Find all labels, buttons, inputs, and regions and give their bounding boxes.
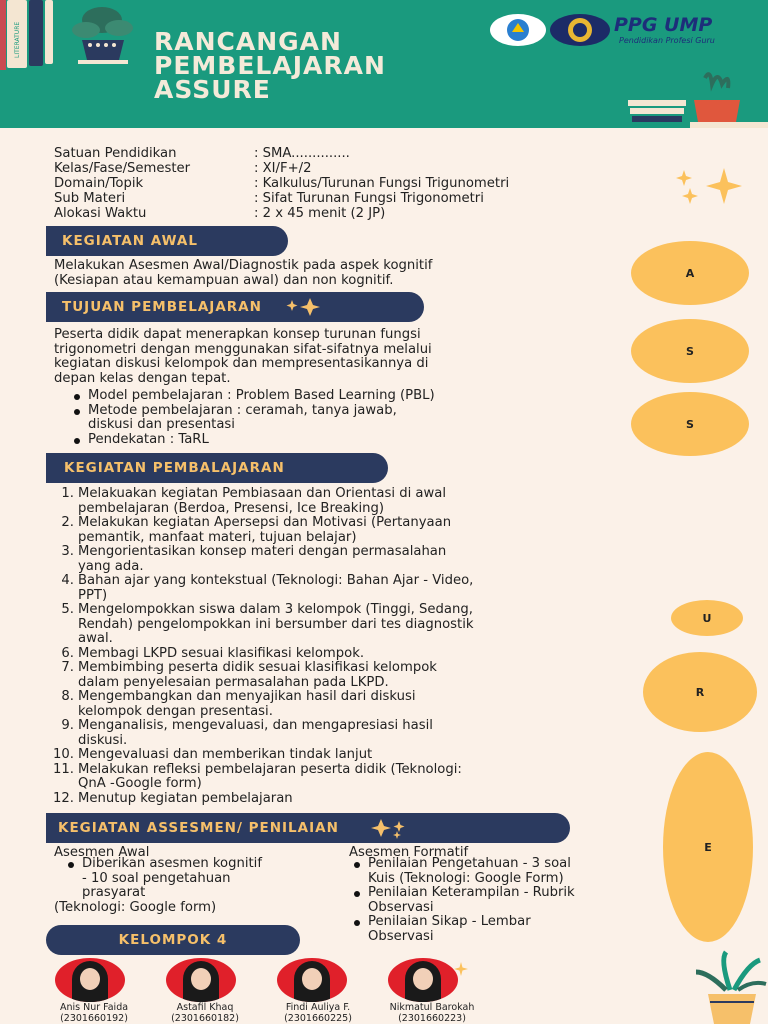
member-name: Findi Auliya F. (2301660225) [284, 1002, 352, 1024]
tujuan-bullets [70, 389, 435, 447]
section-tujuan-pembelajaran: TUJUAN PEMBELAJARAN [46, 292, 424, 322]
asesmen-awal-title: Asesmen Awal [54, 845, 150, 860]
avatar [55, 958, 125, 1002]
asesmen-formatif-bullets [350, 857, 575, 945]
page-title: RANCANGAN PEMBELAJARAN ASSURE [154, 27, 386, 104]
kegiatan-awal-text: Melakukan Asesmen Awal/Diagnostik pada aspek kognitif (Kesiapan atau kemampuan awal) dan non kognitif. [54, 258, 433, 288]
section-kegiatan-pembelajaran: KEGIATAN PEMBALAJARAN [46, 453, 388, 483]
logo-group [490, 14, 614, 46]
section-kelompok: KELOMPOK 4 [46, 925, 300, 955]
brand-subtitle: Pendidikan Profesi Guru [619, 36, 715, 45]
list-item: 11. Melakukan refleksi pembelajaran peserta didik (Teknologi: QnA -Google form) [53, 761, 462, 791]
member-name: Astafil Khaq (2301660182) [171, 1002, 239, 1024]
list-item: Diberikan asesmen kognitif - 10 soal pengetahuan prasyarat [64, 857, 262, 901]
info-row: Sub Materi : Sifat Turunan Fungsi Trigonometri [54, 191, 484, 206]
member-name: Anis Nur Faida (2301660192) [59, 1002, 129, 1024]
avatar [388, 958, 458, 1002]
section-kegiatan-awal: KEGIATAN AWAL [46, 226, 288, 256]
asesmen-awal-bullets [64, 857, 262, 901]
list-item: 4. Bahan ajar yang kontekstual (Teknologi: Bahan Ajar - Video, PPT) [61, 573, 474, 603]
sparkle-icon [280, 296, 326, 318]
assure-letter-u: U [671, 600, 743, 636]
member-name: Nikmatul Barokah (2301660223) [389, 1002, 475, 1024]
ump-logo [550, 14, 610, 46]
kemendikbud-logo [490, 14, 546, 46]
info-row: Domain/Topik : Kalkulus/Turunan Fungsi Trigunometri [54, 176, 510, 191]
book-label: LITERATURE [14, 21, 21, 58]
steps-list [46, 487, 626, 806]
asesmen-awal-note: (Teknologi: Google form) [54, 900, 217, 915]
list-item: 3. Mengorientasikan konsep materi dengan permasalahan yang ada. [61, 544, 447, 574]
list-item: 1. Melakuakan kegiatan Pembiasaan dan Orientasi di awal pembelajaran (Berdoa, Presensi, Ice Breaking) [61, 486, 447, 516]
info-row: Satuan Pendidikan : SMA.............. [54, 146, 350, 161]
list-item: 6. Membagi LKPD sesuai klasifikasi kelompok. [61, 645, 365, 661]
list-item: Model pembelajaran : Problem Based Learning (PBL) [70, 389, 435, 404]
tujuan-text: Peserta didik dapat menerapkan konsep turunan fungsi trigonometri dengan menggunakan sifat-sifatnya melalui kegiatan diskusi kelompok dan mempresentasikannya di depan kelas dengan tepat. [54, 327, 432, 386]
section-asesmen: KEGIATAN ASSESMEN/ PENILAIAN [46, 813, 570, 843]
list-item: 8. Mengembangkan dan menyajikan hasil dari diskusi kelompok dengan presentasi. [61, 689, 416, 719]
info-row: Alokasi Waktu : 2 x 45 menit (2 JP) [54, 206, 386, 221]
assure-letter-s2: S [631, 392, 749, 456]
sparkle-icon [367, 817, 413, 839]
list-item: 7. Membimbing peserta didik sesuai klasifikasi kelompok dalam penyelesaian permasalahan pada LKPD. [61, 660, 437, 690]
plant-pot-illustration [64, 0, 144, 70]
list-item: Penilaian Keterampilan - Rubrik Observasi [350, 886, 575, 915]
assure-letter-r: R [643, 652, 757, 732]
assure-letter-s1: S [631, 319, 749, 383]
list-item: Pendekatan : TaRL [70, 433, 435, 448]
assure-letter-e: E [663, 752, 753, 942]
potted-plant-illustration [690, 950, 768, 1024]
avatar [166, 958, 236, 1002]
sparkle-icon [664, 164, 754, 208]
asesmen-formatif-title: Asesmen Formatif [349, 845, 469, 860]
assure-letter-a: A [631, 241, 749, 305]
list-item: Penilaian Pengetahuan - 3 soal Kuis (Teknologi: Google Form) [350, 857, 575, 886]
list-item: 10. Mengevaluasi dan memberikan tindak lanjut [53, 747, 373, 762]
info-row: Kelas/Fase/Semester : XI/F+/2 [54, 161, 312, 176]
header-banner [0, 0, 768, 128]
books-illustration [0, 0, 70, 70]
list-item: 2. Melakukan kegiatan Apersepsi dan Motivasi (Pertanyaan pemantik, manfaat materi, tujuan belajar) [61, 515, 452, 545]
avatar [277, 958, 347, 1002]
list-item: 12. Menutup kegiatan pembelajaran [53, 790, 293, 806]
sparkle-icon [454, 962, 468, 976]
shelf-plant-illustration [600, 70, 768, 128]
brand-name: PPG UMP [614, 14, 713, 36]
identity-table [54, 146, 509, 221]
list-item: Metode pembelajaran : ceramah, tanya jawab, diskusi dan presentasi [70, 404, 435, 433]
list-item: Penilaian Sikap - Lembar Observasi [350, 915, 575, 944]
list-item: 5. Mengelompokkan siswa dalam 3 kelompok (Tinggi, Sedang, Rendah) pengelompokkan ini bersumber dari tes diagnostik awal. [61, 602, 474, 646]
list-item: 9. Menganalisis, mengevaluasi, dan mengapresiasi hasil diskusi. [61, 718, 433, 748]
